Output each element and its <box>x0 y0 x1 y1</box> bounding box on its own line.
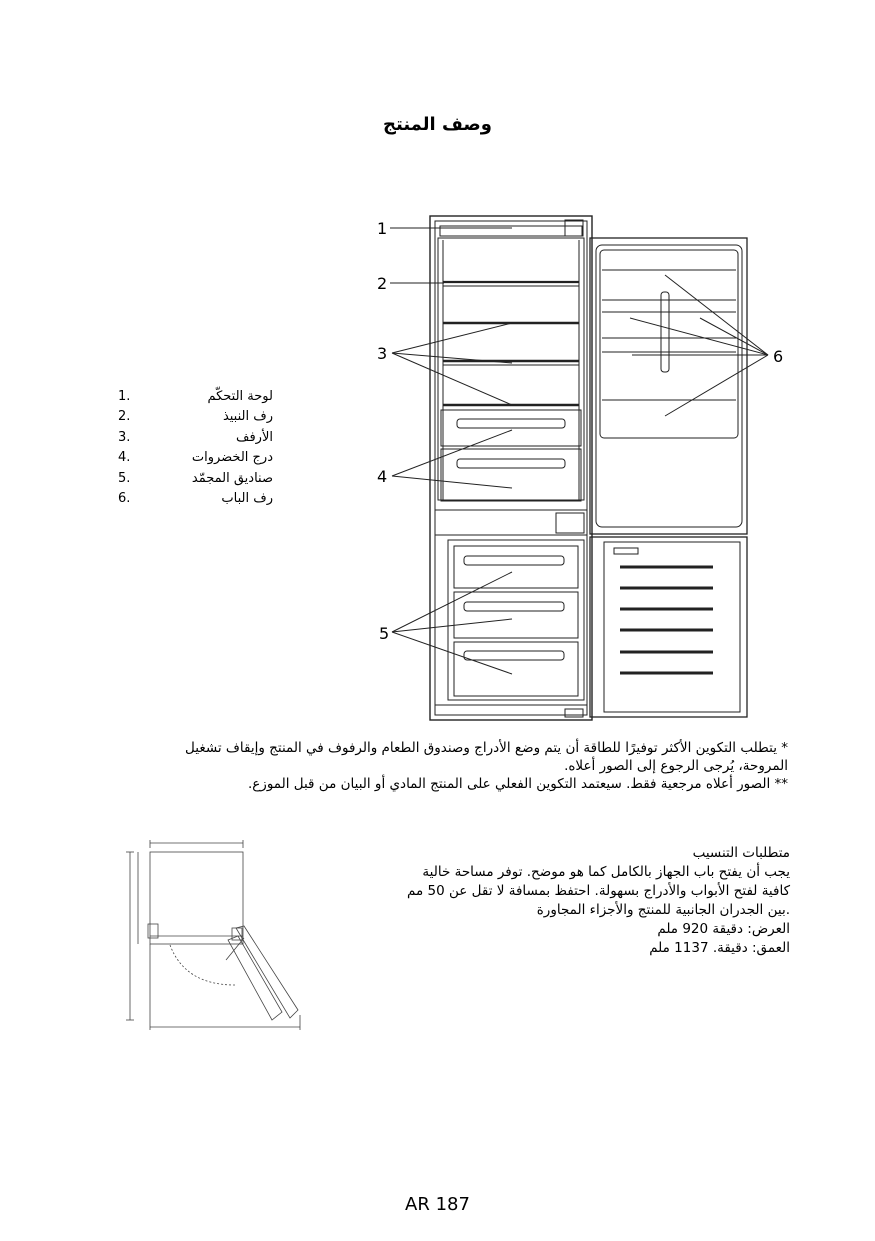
legend-item <box>118 468 273 489</box>
legend-item <box>118 386 273 407</box>
installation-width: العرض: دقيقة 920 ملم <box>657 921 790 937</box>
legend-number: 6. <box>118 491 131 507</box>
legend-label: صناديق المجمّد <box>191 470 273 486</box>
note-2: ** الصور أعلاه مرجعية فقط. سيعتمد التكوين الفعلي على المنتج المادي أو البيان من قبل الموزع. <box>247 776 788 792</box>
page-title: وصف المنتج <box>383 114 492 135</box>
parts-legend <box>118 386 273 509</box>
legend-item <box>118 489 273 510</box>
callout-2: 2 <box>377 274 388 293</box>
fridge-diagram <box>360 205 800 730</box>
legend-label: رف الباب <box>221 491 273 507</box>
note-1-line-1: * يتطلب التكوين الأكثر توفيرًا للطاقة أن يتم وضع الأدراج وصندوق الطعام والرفوف في المنتج وإيقاف تشغيل <box>185 740 788 756</box>
legend-item <box>118 407 273 428</box>
legend-number: 3. <box>118 429 131 445</box>
installation-heading: متطلبات التنسيب <box>692 845 790 861</box>
installation-depth: العمق: دقيقة. 1137 ملم <box>649 940 790 956</box>
legend-label: الأرفف <box>236 429 273 445</box>
legend-item <box>118 448 273 469</box>
energy-notes <box>100 739 788 793</box>
legend-number: 4. <box>118 450 131 466</box>
callout-6: 6 <box>773 347 784 366</box>
legend-number: 2. <box>118 409 131 425</box>
page-number: AR 187 <box>405 1194 470 1215</box>
installation-line-1: يجب أن يفتح باب الجهاز بالكامل كما هو موضح. توفر مساحة خالية <box>422 864 790 880</box>
installation-line-2: كافية لفتح الأبواب والأدراج بسهولة. احتفظ بمسافة لا تقل عن 50 مم <box>407 883 790 899</box>
legend-label: رف النبيذ <box>222 409 273 425</box>
legend-number: 1. <box>118 388 131 404</box>
legend-label: لوحة التحكّم <box>207 388 273 404</box>
callout-3: 3 <box>377 344 388 363</box>
legend-number: 5. <box>118 470 131 486</box>
installation-requirements <box>378 844 790 958</box>
installation-diagram <box>120 840 310 1035</box>
callout-5: 5 <box>379 624 390 643</box>
legend-item <box>118 427 273 448</box>
installation-line-3: .بين الجدران الجانبية للمنتج والأجزاء المجاورة <box>536 902 790 918</box>
legend-label: درج الخضروات <box>191 450 273 466</box>
callout-4: 4 <box>377 467 388 486</box>
note-1-line-2: المروحة، يُرجى الرجوع إلى الصور أعلاه. <box>564 758 788 774</box>
callout-1: 1 <box>377 219 388 238</box>
